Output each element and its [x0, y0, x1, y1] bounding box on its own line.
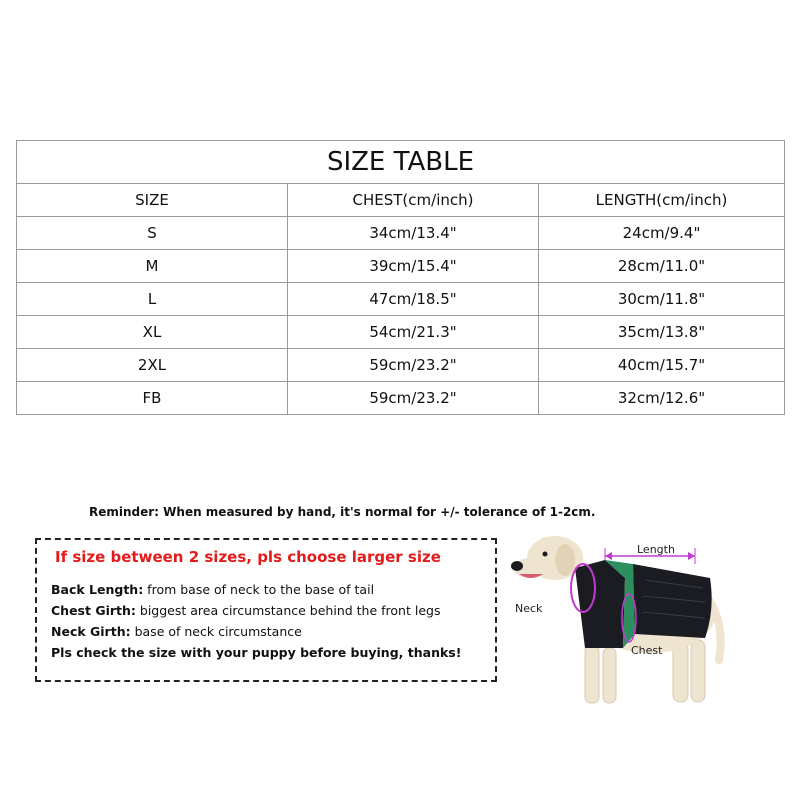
neck-girth-label: Neck Girth: [51, 624, 131, 639]
neck-label: Neck [515, 602, 543, 615]
length-label: Length [637, 543, 675, 556]
cell-length: 32cm/12.6" [539, 382, 785, 415]
cell-chest: 34cm/13.4" [288, 217, 539, 250]
cell-length: 35cm/13.8" [539, 316, 785, 349]
note-chest-girth [51, 603, 440, 618]
back-length-label: Back Length: [51, 582, 144, 597]
cell-chest: 59cm/23.2" [288, 382, 539, 415]
header-length: LENGTH(cm/inch) [539, 184, 785, 217]
cell-chest: 54cm/21.3" [288, 316, 539, 349]
note-neck-girth [51, 624, 302, 639]
cell-length: 30cm/11.8" [539, 283, 785, 316]
table-row [17, 382, 785, 415]
note-closing: Pls check the size with your puppy before buying, thanks! [51, 645, 462, 660]
cell-chest: 59cm/23.2" [288, 349, 539, 382]
chest-label: Chest [631, 644, 663, 657]
cell-chest: 39cm/15.4" [288, 250, 539, 283]
table-title: SIZE TABLE [17, 141, 785, 184]
header-chest: CHEST(cm/inch) [288, 184, 539, 217]
header-size: SIZE [17, 184, 288, 217]
sizing-note-box [35, 538, 497, 682]
size-table [16, 140, 785, 415]
cell-size: L [17, 283, 288, 316]
chest-girth-label: Chest Girth: [51, 603, 136, 618]
table-row [17, 217, 785, 250]
cell-size: FB [17, 382, 288, 415]
note-heading: If size between 2 sizes, pls choose larger size [55, 548, 441, 566]
note-back-length [51, 582, 374, 597]
cell-chest: 47cm/18.5" [288, 283, 539, 316]
cell-length: 40cm/15.7" [539, 349, 785, 382]
cell-length: 28cm/11.0" [539, 250, 785, 283]
cell-size: S [17, 217, 288, 250]
table-header-row [17, 184, 785, 217]
tolerance-reminder: Reminder: When measured by hand, it's normal for +/- tolerance of 1-2cm. [89, 505, 596, 519]
table-row [17, 250, 785, 283]
chest-girth-text: biggest area circumstance behind the front legs [135, 603, 441, 618]
neck-girth-text: base of neck circumstance [130, 624, 302, 639]
table-row [17, 283, 785, 316]
back-length-text: from base of neck to the base of tail [143, 582, 375, 597]
cell-size: M [17, 250, 288, 283]
cell-length: 24cm/9.4" [539, 217, 785, 250]
dog-measurement-illustration [505, 530, 735, 730]
table-row [17, 316, 785, 349]
table-title-row [17, 141, 785, 184]
dog-head [511, 536, 583, 580]
cell-size: XL [17, 316, 288, 349]
cell-size: 2XL [17, 349, 288, 382]
table-row [17, 349, 785, 382]
